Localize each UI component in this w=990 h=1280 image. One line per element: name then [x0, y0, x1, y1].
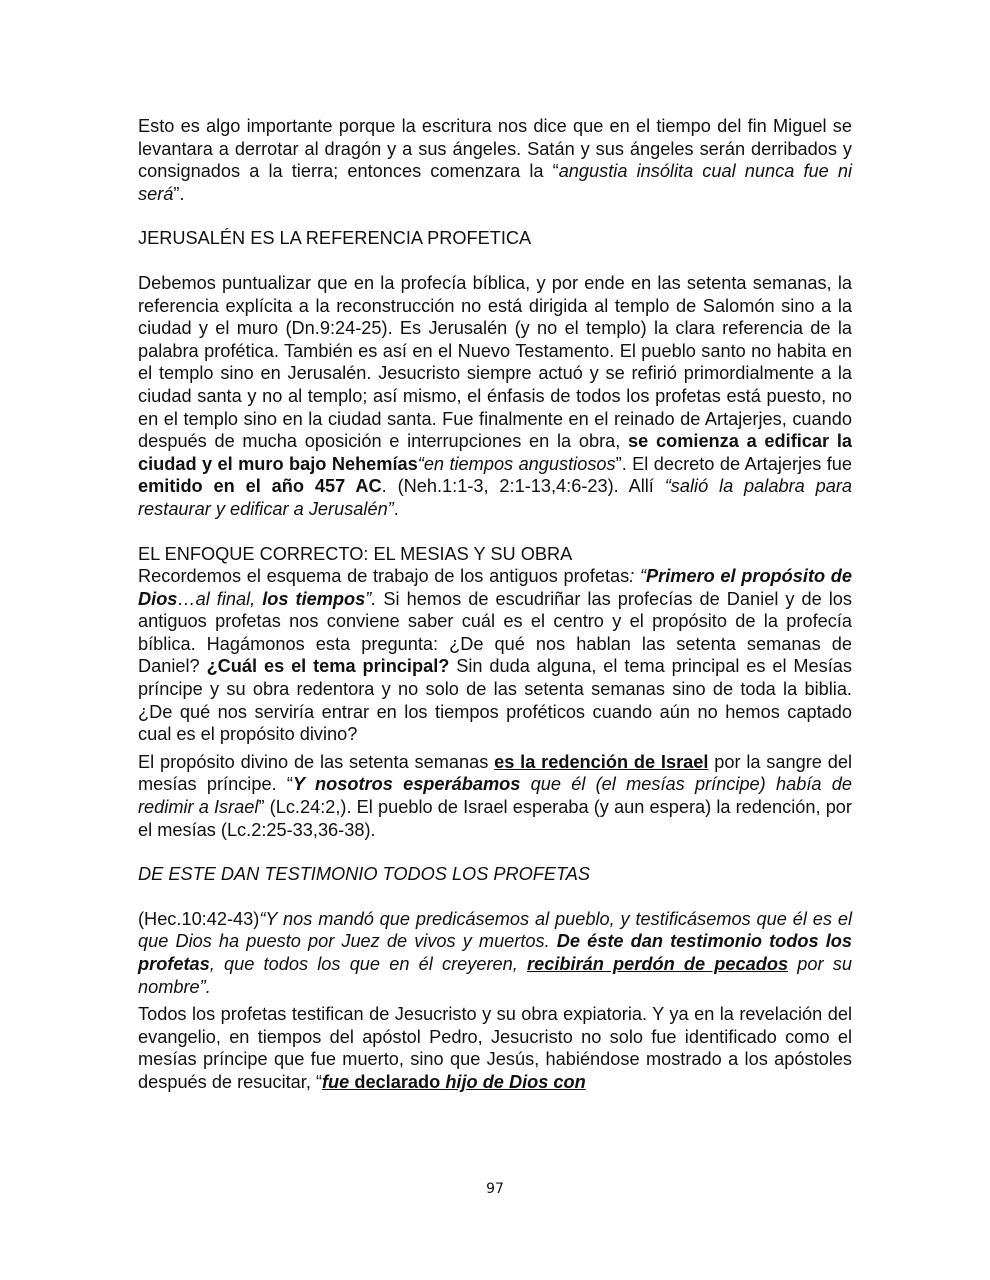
- text-run: Esto es algo importante porque la escritura nos dice que en el tiempo del fin Miguel se levantara a derrotar al dragón y a sus ángeles. Satán y sus ángeles serán derribados y consignados a la tierra; entonces comenzara la “: [138, 116, 852, 182]
- text-run: (Hec.10:42-43): [138, 908, 260, 929]
- text-run: . (Neh.1:1-3, 2:1-13,4:6-23). Allí: [381, 476, 665, 497]
- text-run: : “: [629, 566, 647, 587]
- text-run: que él (el mesías príncipe) había de redimir a Israel: [138, 774, 852, 818]
- text-run: Todos los profetas testifican de Jesucristo y su obra expiatoria. Y ya en la revelación del evangelio, en tiempos del apóstol Pedro, Jesucristo no solo fue identificado como el mesías príncipe que fue muerto, sino que Jesús, habiéndose mostrado a los apóstoles después de resucitar, “: [138, 1004, 852, 1092]
- text-run: “Y nos mandó que predicásemos al pueblo, y testificásemos que él es el que Dios ha puesto por Juez de vivos y muertos.: [138, 908, 852, 952]
- paragraph-4: [138, 751, 852, 841]
- section-heading-testimonio: DE ESTE DAN TESTIMONIO TODOS LOS PROFETAS: [138, 864, 591, 885]
- text-run: angustia insólita cual nunca fue ni será: [138, 161, 852, 204]
- page-number: 97: [486, 1181, 504, 1197]
- text-run: ”.: [173, 183, 185, 204]
- text-run: Sin duda alguna, el tema principal es el Mesías príncipe y su obra redentora y no solo de las setenta semanas sino de toda la biblia. ¿De qué nos serviría entrar en los tiempos proféticos cuando aún no hemos captado cual es el propósito divino?: [138, 656, 853, 745]
- text-run: recibirán perdón de pecados: [527, 954, 789, 974]
- document-page: [138, 115, 852, 1094]
- text-run: ”.: [365, 588, 377, 609]
- text-run: ”. El decreto de Artajerjes fue: [615, 453, 852, 474]
- text-run: …al final,: [177, 588, 263, 609]
- text-run: los tiempos: [262, 588, 366, 609]
- text-run: por su nombre”.: [138, 954, 852, 997]
- text-run: Y nosotros esperábamos: [292, 774, 521, 795]
- text-run: .: [393, 498, 399, 519]
- paragraph-6: [138, 1003, 852, 1093]
- text-run: Debemos puntualizar que en la profecía bíblica, y por ende en las setenta semanas, la referencia explícita a la reconstrucción no está dirigida al templo de Salomón sino a la ciudad y el muro (Dn.9:24-25). Es Jerusalén (y no el templo) la clara referencia de la palabra profética. También es así en el Nuevo Testamento. El pueblo santo no habita en el templo sino en Jerusalén. Jesucristo siempre actuó y se refirió primordialmente a la ciudad santa y no al templo; así mismo, el énfasis de todos los profetas está puesto, no en el templo sino en la ciudad santa. Fue finalmente en el reinado de Artajerjes, cuando después de mucha oposición e interrupciones en la obra,: [138, 272, 852, 452]
- text-run: Si hemos de escudriñar las profecías de Daniel y de los antiguos profetas nos conviene saber cuál es el centro y el propósito de la profecía bíblica. Hagámonos esta pregunta: ¿De qué nos hablan las setenta semanas de Daniel?: [138, 588, 853, 677]
- text-run: se comienza a edificar la ciudad y el muro bajo Nehemías: [138, 431, 852, 474]
- text-run: , que todos los que en él creyeren,: [209, 954, 528, 974]
- paragraph-5: [138, 908, 852, 998]
- text-run: ¿Cuál es el tema principal?: [206, 656, 450, 677]
- paragraph-3: [138, 565, 852, 746]
- text-run: declarado: [349, 1071, 446, 1092]
- text-run: es la redención de Israel: [494, 751, 709, 772]
- text-run: hijo de Dios con: [445, 1071, 586, 1092]
- section-heading-enfoque: EL ENFOQUE CORRECTO: EL MESIAS Y SU OBRA: [138, 543, 573, 564]
- paragraph-1: [138, 115, 852, 205]
- text-run: “salió la palabra para restaurar y edificar a Jerusalén”: [138, 476, 852, 519]
- text-run: De éste dan testimonio todos los profetas: [138, 931, 852, 974]
- text-run: emitido en el año 457 AC: [138, 476, 382, 497]
- section-heading-jerusalen: JERUSALÉN ES LA REFERENCIA PROFETICA: [138, 228, 532, 249]
- text-run: fue: [322, 1071, 350, 1092]
- text-run: El propósito divino de las setenta semanas: [138, 751, 495, 772]
- text-run: “en tiempos angustiosos: [417, 453, 616, 474]
- text-run: por la sangre del mesías príncipe. “: [138, 751, 852, 795]
- paragraph-2: [138, 272, 852, 521]
- text-run: ” (Lc.24:2,). El pueblo de Israel esperaba (y aun espera) la redención, por el mesías (Lc.2:25-33,36-38).: [138, 797, 852, 840]
- text-run: Recordemos el esquema de trabajo de los antiguos profetas: [138, 566, 630, 587]
- text-run: Primero el propósito de Dios: [138, 566, 852, 609]
